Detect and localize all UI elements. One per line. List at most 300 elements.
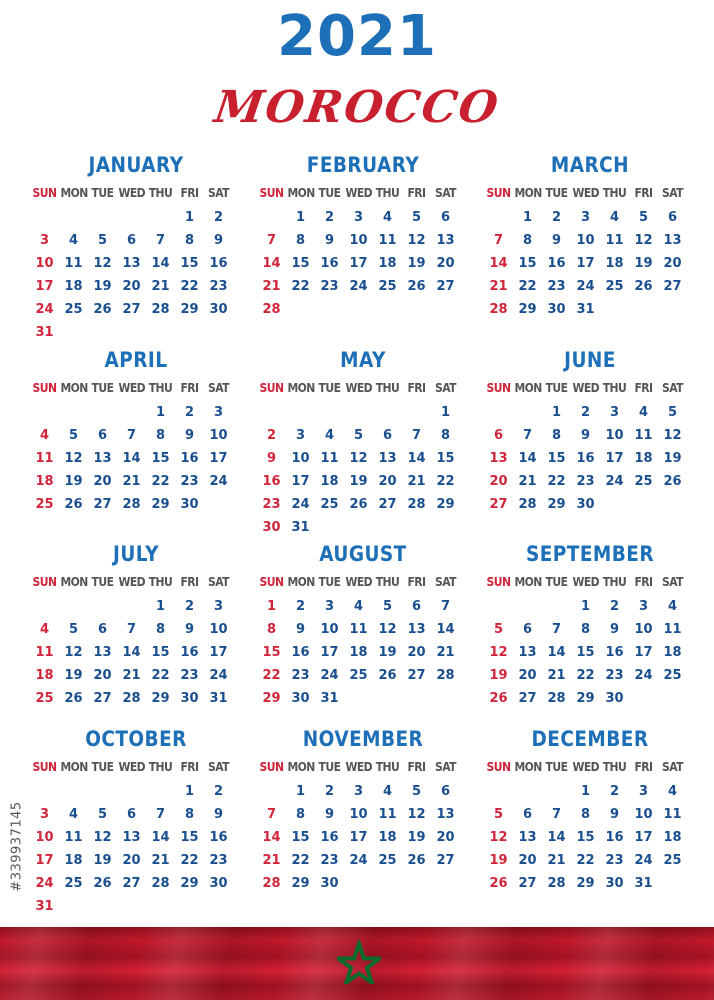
empty-cell [146, 206, 175, 229]
date-cell: 8 [522, 233, 533, 248]
date-cell: 8 [184, 807, 195, 822]
date-cell: 8 [580, 622, 591, 637]
date-cell: 4 [382, 210, 393, 225]
date-cell: 12 [349, 451, 368, 466]
date-cell: 19 [64, 668, 83, 683]
date-cell: 5 [493, 807, 504, 822]
date-cell: 10 [320, 622, 339, 637]
weekday-label: TUE [91, 186, 114, 200]
date-cell: 2 [324, 784, 335, 799]
date-cell: 3 [213, 405, 224, 420]
date-cell: 13 [407, 622, 426, 637]
date-cell: 16 [209, 256, 228, 271]
date-cell: 31 [209, 691, 228, 706]
date-cell: 20 [518, 853, 537, 868]
date-cell: 5 [411, 210, 422, 225]
date-cell: 21 [262, 853, 281, 868]
date-cell: 30 [547, 302, 566, 317]
date-cell: 13 [378, 451, 397, 466]
weekday-label: THU [602, 760, 627, 774]
date-cell: 4 [39, 622, 50, 637]
weekday-label: THU [375, 381, 400, 395]
date-cell: 16 [547, 256, 566, 271]
weekday-label: WED [118, 381, 146, 395]
date-cell: 6 [97, 622, 108, 637]
date-cell: 15 [151, 645, 170, 660]
date-cell: 22 [180, 853, 199, 868]
weekday-label: SAT [434, 760, 457, 774]
date-cell: 7 [522, 428, 533, 443]
date-cell: 20 [122, 853, 141, 868]
date-cell: 28 [436, 668, 455, 683]
date-cell: 18 [378, 256, 397, 271]
date-cell: 9 [551, 233, 562, 248]
date-cell: 13 [436, 233, 455, 248]
weekday-header-row [30, 182, 242, 204]
date-cell: 11 [35, 645, 54, 660]
date-cell: 7 [126, 622, 137, 637]
weekday-label: FRI [180, 186, 199, 200]
date-cell: 17 [605, 451, 624, 466]
date-cell: 11 [349, 622, 368, 637]
date-cell: 20 [407, 645, 426, 660]
empty-cell [117, 401, 146, 424]
empty-cell [373, 401, 402, 424]
date-cell: 28 [122, 497, 141, 512]
date-grid [30, 595, 242, 710]
date-cell: 27 [489, 497, 508, 512]
date-cell: 24 [291, 497, 310, 512]
date-cell: 20 [489, 474, 508, 489]
date-grid [257, 595, 469, 710]
date-cell: 7 [551, 807, 562, 822]
weekday-label: TUE [545, 381, 568, 395]
date-cell: 3 [295, 428, 306, 443]
date-cell: 8 [551, 428, 562, 443]
date-cell: 14 [262, 830, 281, 845]
empty-cell [484, 595, 513, 618]
weekday-label: WED [118, 186, 146, 200]
month-september [484, 537, 696, 710]
date-cell: 29 [180, 302, 199, 317]
weekday-label: SAT [434, 575, 457, 589]
month-name: OCTOBER [85, 727, 187, 751]
date-cell: 18 [64, 853, 83, 868]
date-cell: 3 [324, 599, 335, 614]
date-cell: 23 [320, 279, 339, 294]
date-cell: 3 [638, 784, 649, 799]
date-cell: 4 [667, 599, 678, 614]
weekday-label: TUE [318, 575, 341, 589]
empty-cell [542, 780, 571, 803]
weekday-label: SAT [661, 186, 684, 200]
weekday-label: SAT [661, 575, 684, 589]
date-cell: 17 [320, 645, 339, 660]
date-cell: 11 [378, 233, 397, 248]
date-cell: 3 [39, 233, 50, 248]
month-october [30, 722, 242, 918]
date-cell: 25 [378, 853, 397, 868]
date-cell: 5 [638, 210, 649, 225]
green-pentagram-star-icon [337, 940, 381, 984]
date-cell: 14 [122, 645, 141, 660]
weekday-label: TUE [545, 575, 568, 589]
weekday-label: FRI [407, 186, 426, 200]
date-cell: 1 [580, 599, 591, 614]
date-cell: 14 [407, 451, 426, 466]
month-name: JULY [113, 542, 159, 566]
date-cell: 1 [295, 210, 306, 225]
date-cell: 16 [605, 645, 624, 660]
date-grid [257, 206, 469, 321]
date-cell: 30 [291, 691, 310, 706]
date-cell: 12 [407, 807, 426, 822]
weekday-label: THU [148, 760, 173, 774]
date-cell: 24 [576, 279, 595, 294]
date-cell: 29 [518, 302, 537, 317]
date-cell: 18 [605, 256, 624, 271]
empty-cell [257, 206, 286, 229]
date-cell: 4 [68, 233, 79, 248]
weekday-label: MON [287, 381, 315, 395]
date-cell: 2 [184, 599, 195, 614]
empty-cell [88, 206, 117, 229]
weekday-label: THU [602, 186, 627, 200]
date-cell: 30 [209, 876, 228, 891]
date-cell: 18 [64, 279, 83, 294]
weekday-label: WED [572, 381, 600, 395]
date-cell: 5 [493, 622, 504, 637]
empty-cell [513, 595, 542, 618]
date-cell: 27 [122, 302, 141, 317]
date-cell: 21 [407, 474, 426, 489]
date-cell: 17 [291, 474, 310, 489]
date-cell: 30 [262, 520, 281, 535]
date-cell: 2 [213, 784, 224, 799]
date-cell: 1 [580, 784, 591, 799]
date-cell: 9 [324, 807, 335, 822]
date-cell: 18 [35, 668, 54, 683]
date-cell: 13 [489, 451, 508, 466]
date-cell: 19 [634, 256, 653, 271]
empty-cell [117, 206, 146, 229]
date-cell: 8 [155, 428, 166, 443]
date-cell: 14 [151, 830, 170, 845]
weekday-label: THU [375, 186, 400, 200]
date-cell: 17 [576, 256, 595, 271]
date-cell: 24 [634, 853, 653, 868]
date-cell: 30 [209, 302, 228, 317]
date-cell: 23 [209, 853, 228, 868]
date-cell: 20 [436, 256, 455, 271]
date-cell: 24 [35, 876, 54, 891]
date-cell: 11 [663, 807, 682, 822]
date-cell: 19 [407, 256, 426, 271]
weekday-label: THU [148, 381, 173, 395]
date-cell: 19 [489, 853, 508, 868]
date-cell: 1 [155, 405, 166, 420]
date-cell: 7 [126, 428, 137, 443]
date-cell: 3 [39, 807, 50, 822]
date-cell: 23 [209, 279, 228, 294]
empty-cell [484, 401, 513, 424]
date-cell: 10 [349, 807, 368, 822]
date-cell: 27 [93, 691, 112, 706]
date-cell: 10 [634, 807, 653, 822]
date-cell: 27 [436, 853, 455, 868]
date-cell: 4 [609, 210, 620, 225]
date-cell: 15 [518, 256, 537, 271]
date-cell: 1 [184, 784, 195, 799]
weekday-label: SAT [661, 381, 684, 395]
weekday-label: FRI [407, 575, 426, 589]
date-cell: 29 [151, 497, 170, 512]
weekday-label: THU [148, 186, 173, 200]
weekday-label: THU [375, 760, 400, 774]
weekday-label: MON [60, 186, 88, 200]
date-cell: 9 [266, 451, 277, 466]
date-cell: 19 [489, 668, 508, 683]
date-cell: 15 [547, 451, 566, 466]
weekday-label: TUE [91, 760, 114, 774]
date-cell: 17 [634, 830, 653, 845]
month-name: AUGUST [319, 542, 407, 566]
date-cell: 11 [64, 256, 83, 271]
country-title: MOROCCO [211, 82, 503, 133]
date-cell: 8 [295, 233, 306, 248]
empty-cell [257, 780, 286, 803]
date-cell: 10 [209, 428, 228, 443]
date-cell: 6 [97, 428, 108, 443]
date-cell: 5 [68, 622, 79, 637]
date-cell: 5 [97, 233, 108, 248]
date-cell: 17 [209, 451, 228, 466]
date-cell: 12 [64, 645, 83, 660]
weekday-label: SAT [434, 186, 457, 200]
weekday-label: SUN [259, 186, 284, 200]
weekday-label: THU [602, 575, 627, 589]
date-cell: 18 [663, 830, 682, 845]
date-cell: 26 [489, 691, 508, 706]
date-cell: 5 [667, 405, 678, 420]
date-grid [484, 780, 696, 895]
date-cell: 24 [349, 279, 368, 294]
date-cell: 14 [436, 622, 455, 637]
date-cell: 8 [440, 428, 451, 443]
date-cell: 28 [489, 302, 508, 317]
date-cell: 23 [180, 668, 199, 683]
date-cell: 30 [180, 497, 199, 512]
date-grid [30, 780, 242, 918]
month-july [30, 537, 242, 710]
date-cell: 15 [291, 256, 310, 271]
date-cell: 25 [663, 668, 682, 683]
date-cell: 12 [489, 645, 508, 660]
weekday-label: SAT [207, 575, 230, 589]
date-cell: 28 [151, 302, 170, 317]
empty-cell [59, 780, 88, 803]
date-cell: 9 [609, 622, 620, 637]
date-cell: 20 [663, 256, 682, 271]
weekday-label: SAT [207, 381, 230, 395]
date-cell: 24 [605, 474, 624, 489]
date-cell: 11 [320, 451, 339, 466]
weekday-label: SAT [434, 381, 457, 395]
empty-cell [146, 780, 175, 803]
month-name: MARCH [550, 153, 630, 177]
weekday-label: SUN [32, 575, 57, 589]
date-cell: 29 [547, 497, 566, 512]
date-grid [30, 401, 242, 516]
date-cell: 6 [667, 210, 678, 225]
weekday-label: MON [287, 760, 315, 774]
date-grid [257, 780, 469, 895]
date-cell: 4 [382, 784, 393, 799]
empty-cell [88, 595, 117, 618]
weekday-label: SAT [207, 760, 230, 774]
date-cell: 5 [68, 428, 79, 443]
weekday-label: WED [572, 186, 600, 200]
date-cell: 22 [291, 853, 310, 868]
date-cell: 21 [547, 668, 566, 683]
date-cell: 7 [266, 807, 277, 822]
date-cell: 31 [35, 899, 54, 914]
month-march [484, 148, 696, 321]
date-cell: 17 [35, 279, 54, 294]
date-cell: 15 [436, 451, 455, 466]
date-cell: 27 [436, 279, 455, 294]
date-cell: 17 [634, 645, 653, 660]
date-cell: 27 [518, 876, 537, 891]
date-cell: 4 [68, 807, 79, 822]
empty-cell [484, 206, 513, 229]
date-cell: 26 [93, 302, 112, 317]
date-cell: 28 [518, 497, 537, 512]
date-cell: 7 [411, 428, 422, 443]
date-cell: 12 [64, 451, 83, 466]
weekday-label: SUN [486, 575, 511, 589]
date-cell: 11 [634, 428, 653, 443]
date-cell: 19 [93, 279, 112, 294]
date-cell: 22 [576, 853, 595, 868]
weekday-label: WED [572, 760, 600, 774]
date-cell: 9 [184, 428, 195, 443]
weekday-label: TUE [318, 381, 341, 395]
date-cell: 12 [407, 233, 426, 248]
date-cell: 16 [605, 830, 624, 845]
weekday-label: TUE [91, 381, 114, 395]
date-cell: 6 [493, 428, 504, 443]
date-cell: 13 [93, 645, 112, 660]
date-cell: 29 [262, 691, 281, 706]
month-name: DECEMBER [531, 727, 649, 751]
weekday-label: MON [287, 575, 315, 589]
weekday-label: FRI [180, 381, 199, 395]
date-cell: 6 [440, 784, 451, 799]
date-cell: 7 [440, 599, 451, 614]
date-cell: 11 [605, 233, 624, 248]
empty-cell [286, 401, 315, 424]
date-cell: 10 [35, 256, 54, 271]
date-cell: 19 [663, 451, 682, 466]
date-cell: 3 [213, 599, 224, 614]
date-cell: 22 [151, 668, 170, 683]
date-cell: 4 [667, 784, 678, 799]
date-cell: 30 [180, 691, 199, 706]
weekday-label: WED [345, 381, 373, 395]
date-grid [484, 595, 696, 710]
date-cell: 24 [320, 668, 339, 683]
date-cell: 9 [213, 807, 224, 822]
date-cell: 31 [291, 520, 310, 535]
date-cell: 28 [262, 302, 281, 317]
date-cell: 16 [576, 451, 595, 466]
date-cell: 3 [353, 784, 364, 799]
date-cell: 18 [378, 830, 397, 845]
weekday-label: SUN [486, 186, 511, 200]
weekday-header-row [484, 571, 696, 593]
date-cell: 28 [262, 876, 281, 891]
empty-cell [117, 780, 146, 803]
weekday-label: MON [514, 186, 542, 200]
date-cell: 22 [151, 474, 170, 489]
month-january [30, 148, 242, 344]
date-cell: 29 [180, 876, 199, 891]
weekday-header-row [30, 756, 242, 778]
empty-cell [402, 401, 431, 424]
weekday-label: SUN [259, 760, 284, 774]
date-cell: 24 [35, 302, 54, 317]
weekday-label: SUN [32, 760, 57, 774]
date-cell: 13 [93, 451, 112, 466]
date-cell: 6 [522, 622, 533, 637]
weekday-label: WED [572, 575, 600, 589]
month-november [257, 722, 469, 895]
date-cell: 21 [518, 474, 537, 489]
date-cell: 7 [155, 807, 166, 822]
date-cell: 21 [122, 668, 141, 683]
date-cell: 1 [440, 405, 451, 420]
date-cell: 2 [184, 405, 195, 420]
date-cell: 21 [151, 853, 170, 868]
date-cell: 13 [518, 830, 537, 845]
date-cell: 2 [580, 405, 591, 420]
weekday-label: SUN [32, 186, 57, 200]
date-cell: 10 [35, 830, 54, 845]
date-cell: 26 [407, 279, 426, 294]
empty-cell [59, 595, 88, 618]
empty-cell [513, 401, 542, 424]
date-cell: 24 [209, 668, 228, 683]
date-cell: 15 [180, 830, 199, 845]
date-cell: 7 [551, 622, 562, 637]
date-cell: 17 [349, 830, 368, 845]
date-cell: 30 [576, 497, 595, 512]
date-cell: 9 [324, 233, 335, 248]
date-cell: 29 [291, 876, 310, 891]
date-cell: 9 [295, 622, 306, 637]
date-cell: 18 [320, 474, 339, 489]
date-cell: 17 [35, 853, 54, 868]
date-cell: 12 [93, 256, 112, 271]
month-august [257, 537, 469, 710]
date-cell: 3 [609, 405, 620, 420]
date-cell: 30 [320, 876, 339, 891]
empty-cell [88, 401, 117, 424]
date-cell: 15 [576, 645, 595, 660]
month-name: APRIL [104, 348, 168, 372]
date-grid [484, 206, 696, 321]
